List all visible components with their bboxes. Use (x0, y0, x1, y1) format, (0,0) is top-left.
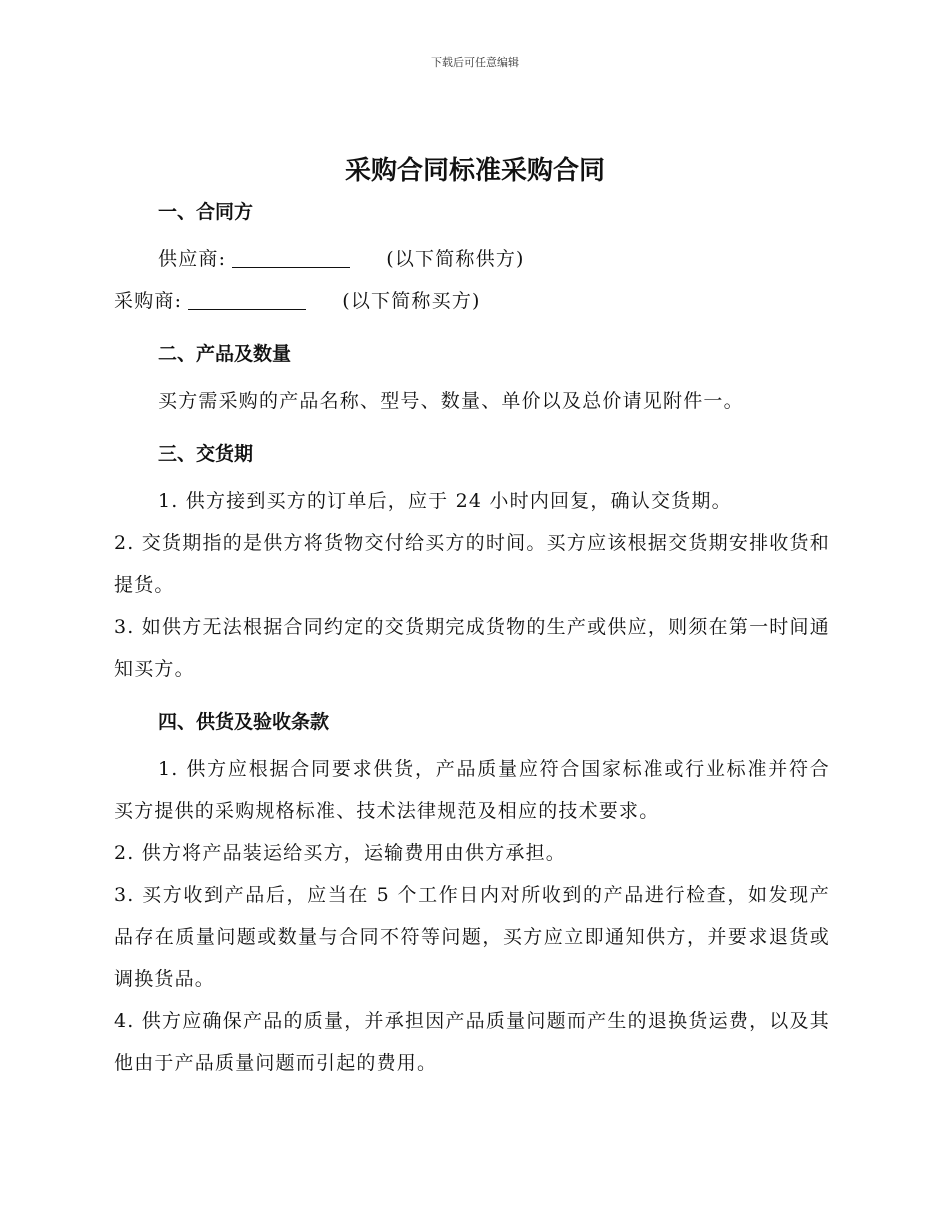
section-heading-delivery: 三、交货期 (158, 443, 254, 465)
products-text: 买方需采购的产品名称、型号、数量、单价以及总价请见附件一。 (158, 390, 744, 412)
section-heading-supply-acceptance: 四、供货及验收条款 (158, 711, 330, 733)
supply-item-4: 4. 供方应确保产品的质量，并承担因产品质量问题而产生的退换货运费，以及其他由于产品质量问题而引起的费用。 (114, 1010, 830, 1074)
supplier-blank-field (232, 247, 350, 268)
buyer-blank-field (188, 289, 306, 310)
buyer-line (114, 280, 830, 322)
delivery-item-1: 1. 供方接到买方的订单后，应于 24 小时内回复，确认交货期。 (158, 490, 732, 512)
supplier-label: 供应商: (158, 248, 227, 270)
supplier-line (114, 238, 830, 280)
delivery-item-2: 2. 交货期指的是供方将货物交付给买方的时间。买方应该根据交货期安排收货和提货。 (114, 532, 830, 596)
delivery-item-3: 3. 如供方无法根据合同约定的交货期完成货物的生产或供应，则须在第一时间通知买方。 (114, 616, 830, 680)
supply-item-1: 1. 供方应根据合同要求供货，产品质量应符合国家标准或行业标准并符合买方提供的采购规格标准、技术法律规范及相应的技术要求。 (114, 758, 830, 822)
supply-item-3: 3. 买方收到产品后，应当在 5 个工作日内对所收到的产品进行检查，如发现产品存在质量问题或数量与合同不符等问题，买方应立即通知供方，并要求退货或调换货品。 (114, 884, 830, 990)
section-heading-parties: 一、合同方 (158, 201, 254, 223)
supply-item-2: 2. 供方将产品装运给买方，运输费用由供方承担。 (114, 842, 566, 864)
document-title: 采购合同标准采购合同 (344, 156, 605, 186)
buyer-note: (以下简称买方) (342, 290, 481, 312)
supplier-note: (以下简称供方) (386, 248, 525, 270)
buyer-label: 采购商: (114, 290, 183, 312)
header-note: 下载后可任意编辑 (431, 56, 519, 69)
section-heading-products: 二、产品及数量 (158, 343, 292, 365)
document-body (114, 194, 830, 1084)
